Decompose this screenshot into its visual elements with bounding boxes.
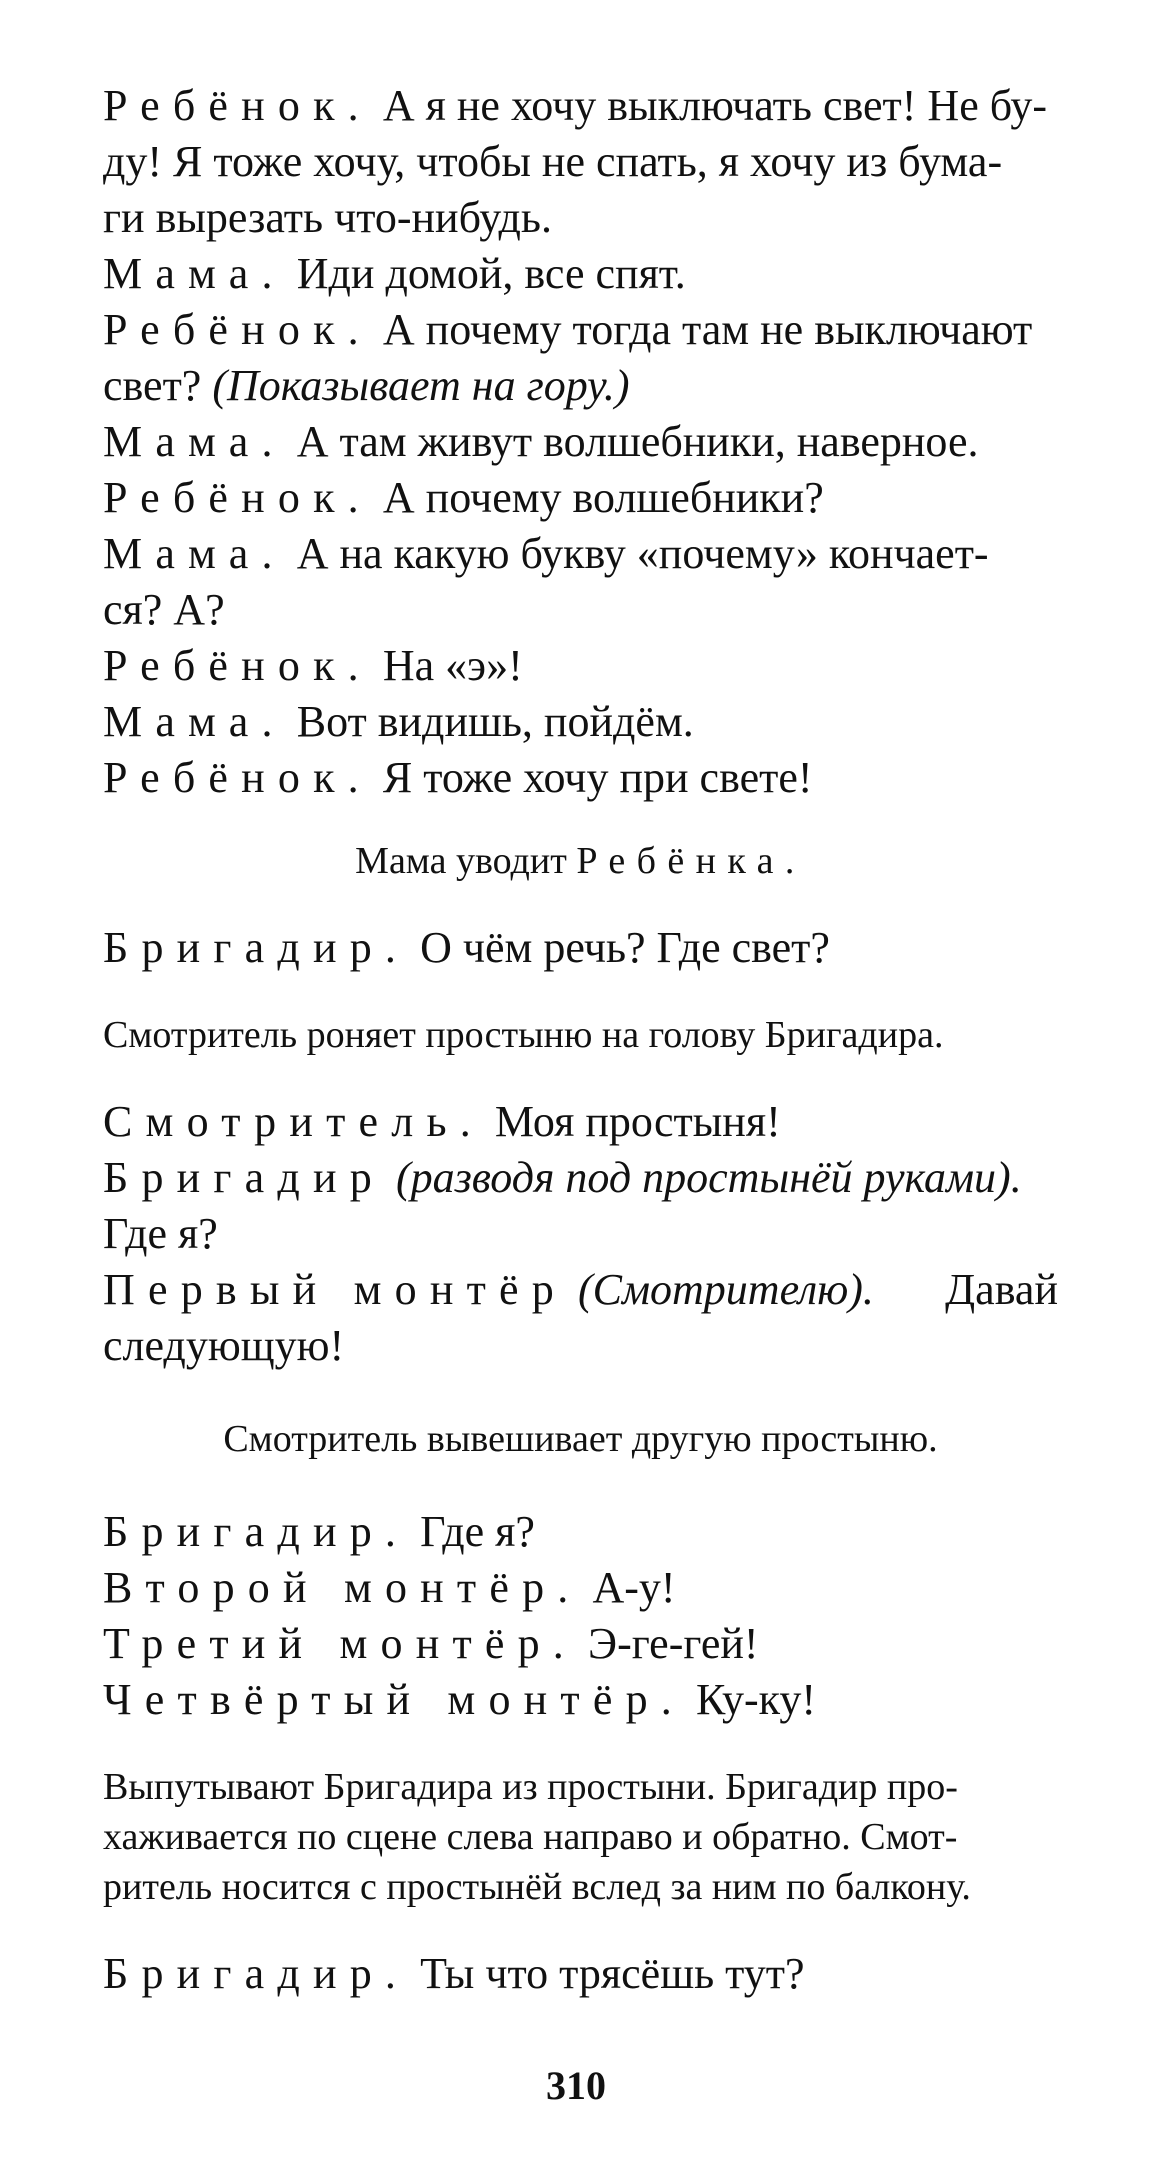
line-text: А я не хочу выключать свет! Не бу- bbox=[371, 81, 1048, 130]
dialogue-line bbox=[103, 1616, 1058, 1672]
dialogue-line bbox=[103, 582, 1058, 638]
dialogue-block-2 bbox=[103, 1094, 1058, 1374]
line-text: Ты что трясёшь тут? bbox=[409, 1949, 805, 1998]
line-text: Давай bbox=[945, 1265, 1058, 1314]
line-text: А на какую букву «почему» кончает- bbox=[285, 529, 989, 578]
dialogue-line bbox=[103, 302, 1058, 358]
dialogue-line bbox=[103, 1560, 1058, 1616]
line-text: Вот видишь, пойдём. bbox=[285, 697, 694, 746]
line-text: Иди домой, все спят. bbox=[285, 249, 686, 298]
stage-direction bbox=[103, 836, 1058, 886]
speaker-name: Первый монтёр bbox=[103, 1265, 567, 1314]
line-text: Э-ге-гей! bbox=[577, 1619, 759, 1668]
line-text: свет? bbox=[103, 361, 213, 410]
direction-name: Ребёнка. bbox=[576, 840, 806, 882]
speaker-name: Ребёнок. bbox=[103, 305, 372, 354]
dialogue-line bbox=[103, 358, 1058, 414]
dialogue-line bbox=[103, 694, 1058, 750]
dialogue-line bbox=[103, 1206, 1058, 1262]
line-text: Где я? bbox=[103, 1209, 218, 1258]
dialogue-block-1 bbox=[103, 78, 1058, 806]
dialogue-line bbox=[103, 638, 1058, 694]
stage-remark: (Показывает на гору.) bbox=[212, 361, 630, 410]
speaker-name: Мама. bbox=[103, 417, 286, 466]
speaker-name: Бригадир. bbox=[103, 1507, 410, 1556]
speaker-name: Ребёнок. bbox=[103, 753, 372, 802]
speaker-name: Четвёртый монтёр. bbox=[103, 1675, 685, 1724]
line-text: Ку-ку! bbox=[684, 1675, 817, 1724]
dialogue-line bbox=[103, 750, 1058, 806]
dialogue-line bbox=[103, 470, 1058, 526]
page-number: 310 bbox=[546, 2063, 606, 2108]
stage-direction-line: ритель носится с простынёй вслед за ним по балкону. bbox=[103, 1866, 971, 1908]
line-text: ги вырезать что-нибудь. bbox=[103, 193, 552, 242]
dialogue-line bbox=[103, 134, 1058, 190]
stage-remark: (Смотрителю). bbox=[566, 1265, 874, 1314]
speaker-name: Мама. bbox=[103, 697, 286, 746]
dialogue-line bbox=[103, 1672, 1058, 1728]
dialogue-line bbox=[103, 190, 1058, 246]
line-text: ду! Я тоже хочу, чтобы не спать, я хочу из бума- bbox=[103, 137, 1003, 186]
dialogue-line bbox=[103, 246, 1058, 302]
line-text: Я тоже хочу при свете! bbox=[371, 753, 813, 802]
dialogue-block-3 bbox=[103, 1504, 1058, 1728]
dialogue-line bbox=[103, 1150, 1058, 1206]
stage-direction: Смотритель вывешивает другую простыню. bbox=[223, 1418, 938, 1460]
line-text: А почему тогда там не выключают bbox=[371, 305, 1033, 354]
line-text: Моя простыня! bbox=[483, 1097, 781, 1146]
speaker-name: Ребёнок. bbox=[103, 473, 372, 522]
speaker-name: Бригадир. bbox=[103, 1949, 410, 1998]
stage-remark: (разводя под простынёй руками). bbox=[384, 1153, 1022, 1202]
speaker-name: Ребёнок. bbox=[103, 81, 372, 130]
speaker-name: Мама. bbox=[103, 249, 286, 298]
line-text: На «э»! bbox=[371, 641, 523, 690]
speaker-name: Бригадир. bbox=[103, 923, 410, 972]
stage-direction-line: хаживается по сцене слева направо и обратно. Смот- bbox=[103, 1816, 958, 1858]
stage-direction-block bbox=[103, 1762, 1058, 1912]
dialogue-line bbox=[103, 1946, 1058, 2002]
speaker-name: Ребёнок. bbox=[103, 641, 372, 690]
line-text: А-у! bbox=[581, 1563, 676, 1612]
line-text: О чём речь? Где свет? bbox=[409, 923, 830, 972]
direction-text: Мама уводит bbox=[355, 840, 577, 882]
dialogue-line bbox=[103, 1504, 1058, 1560]
dialogue-line bbox=[103, 78, 1058, 134]
dialogue-line bbox=[103, 1262, 1058, 1318]
line-text: следующую! bbox=[103, 1321, 345, 1370]
line-text: А почему волшебники? bbox=[371, 473, 824, 522]
page-content bbox=[103, 78, 1058, 2002]
speaker-name: Мама. bbox=[103, 529, 286, 578]
dialogue-line bbox=[103, 526, 1058, 582]
speaker-name: Бригадир bbox=[103, 1153, 385, 1202]
speaker-name: Смотритель. bbox=[103, 1097, 484, 1146]
dialogue-line bbox=[103, 1318, 1058, 1374]
stage-direction: Смотритель роняет простыню на голову Бригадира. bbox=[103, 1014, 944, 1056]
line-text: ся? А? bbox=[103, 585, 225, 634]
speaker-name: Третий монтёр. bbox=[103, 1619, 578, 1668]
dialogue-line bbox=[103, 920, 1058, 976]
dialogue-line bbox=[103, 414, 1058, 470]
speaker-name: Второй монтёр. bbox=[103, 1563, 582, 1612]
stage-direction-line: Выпутывают Бригадира из простыни. Бригадир про- bbox=[103, 1766, 958, 1808]
line-text: А там живут волшебники, наверное. bbox=[285, 417, 979, 466]
line-text: Где я? bbox=[409, 1507, 535, 1556]
dialogue-line bbox=[103, 1094, 1058, 1150]
